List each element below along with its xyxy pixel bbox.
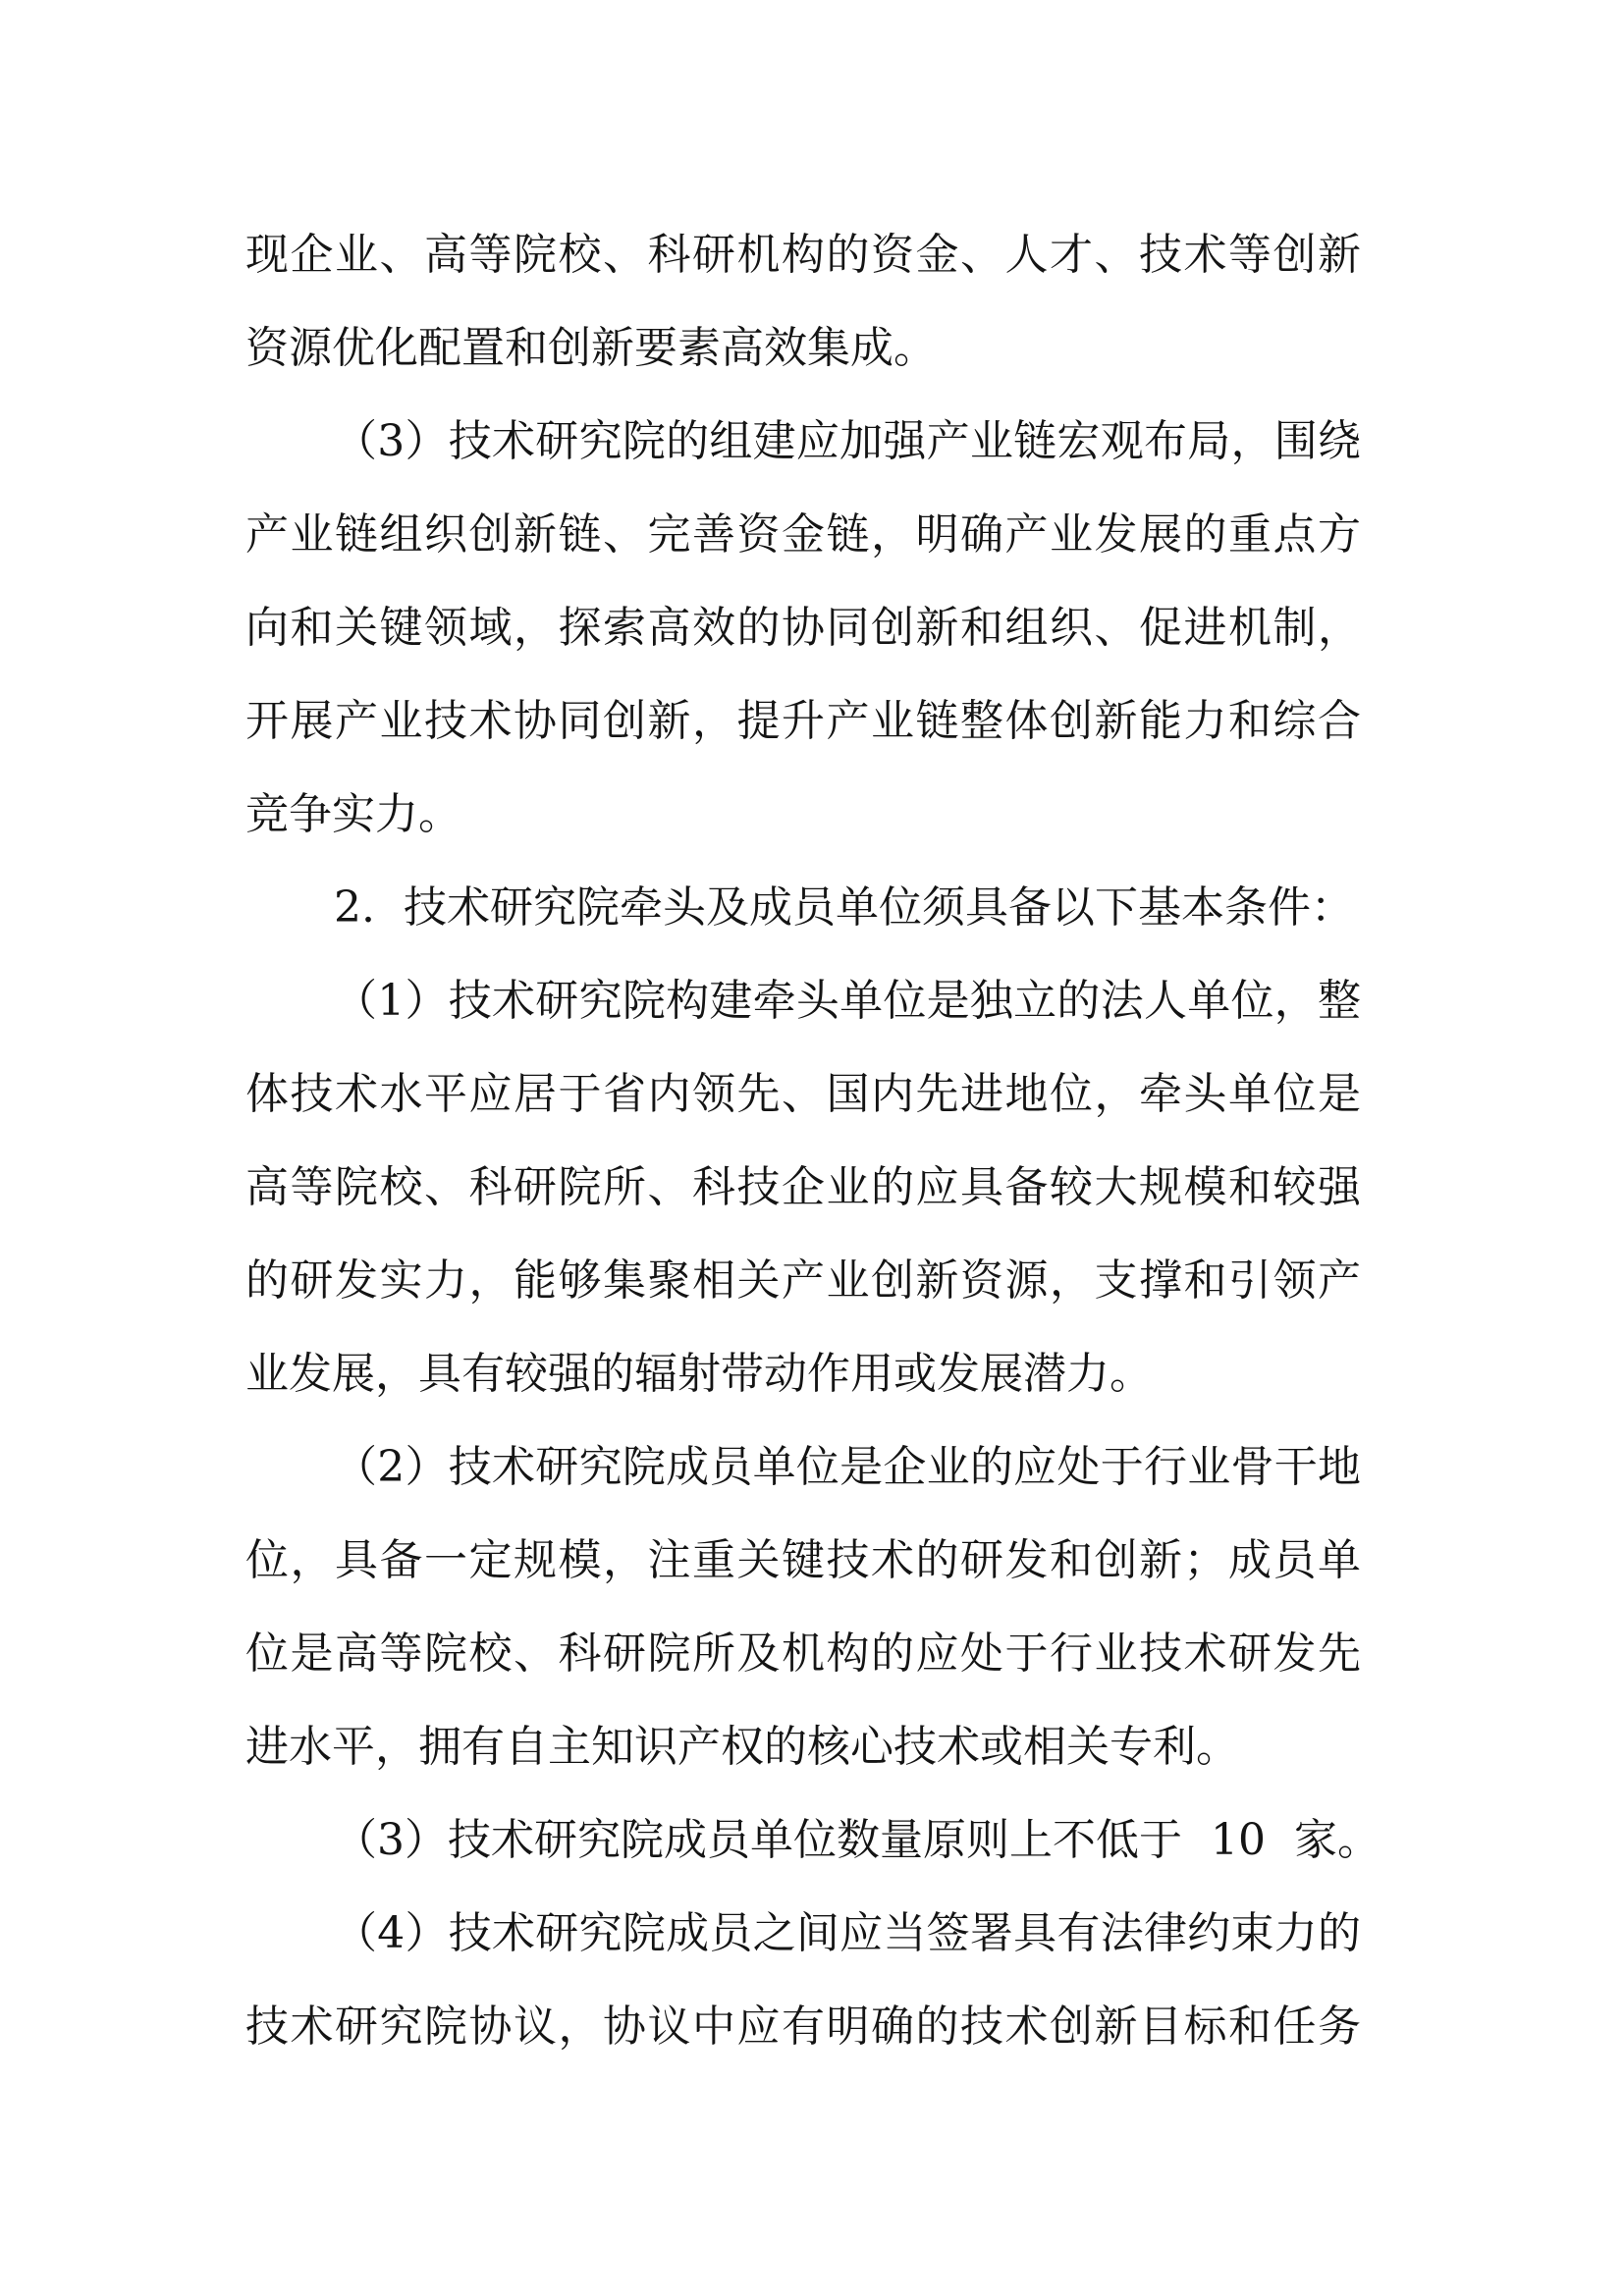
text-line: 位是高等院校、科研院所及机构的应处于行业技术研发先 — [245, 1629, 1361, 1679]
text-line: 开展产业技术协同创新，提升产业链整体创新能力和综合 — [245, 696, 1361, 746]
text-line: 产业链组织创新链、完善资金链，明确产业发展的重点方 — [245, 509, 1361, 560]
text-line: （4）技术研究院成员之间应当签署具有法律约束力的 — [334, 1908, 1361, 1958]
text-line: 位，具备一定规模，注重关键技术的研发和创新；成员单 — [245, 1535, 1361, 1585]
text-line: 资源优化配置和创新要素高效集成。 — [245, 323, 937, 373]
text-line: 进水平，拥有自主知识产权的核心技术或相关专利。 — [245, 1722, 1239, 1772]
text-line: （3）技术研究院成员单位数量原则上不低于 10 家。 — [334, 1815, 1380, 1865]
text-line: 技术研究院协议，协议中应有明确的技术创新目标和任务 — [245, 2002, 1361, 2052]
document-text-block — [245, 208, 1380, 2073]
text-line: 高等院校、科研院所、科技企业的应具备较大规模和较强 — [245, 1162, 1361, 1212]
text-line: 向和关键领域，探索高效的协同创新和组织、促进机制， — [245, 603, 1361, 653]
text-line: 竞争实力。 — [245, 789, 461, 839]
text-line: （3）技术研究院的组建应加强产业链宏观布局，围绕 — [334, 416, 1361, 466]
text-line: （2）技术研究院成员单位是企业的应处于行业骨干地 — [334, 1442, 1361, 1492]
text-line: 业发展，具有较强的辐射带动作用或发展潜力。 — [245, 1349, 1153, 1399]
text-line: 的研发实力，能够集聚相关产业创新资源，支撑和引领产 — [245, 1255, 1361, 1306]
text-line: 体技术水平应居于省内领先、国内先进地位，牵头单位是 — [245, 1069, 1361, 1119]
text-line: 现企业、高等院校、科研机构的资金、人才、技术等创新 — [245, 230, 1361, 280]
text-line: （1）技术研究院构建牵头单位是独立的法人单位，整 — [334, 976, 1361, 1026]
text-line: 2. 技术研究院牵头及成员单位须具备以下基本条件： — [334, 882, 1354, 933]
